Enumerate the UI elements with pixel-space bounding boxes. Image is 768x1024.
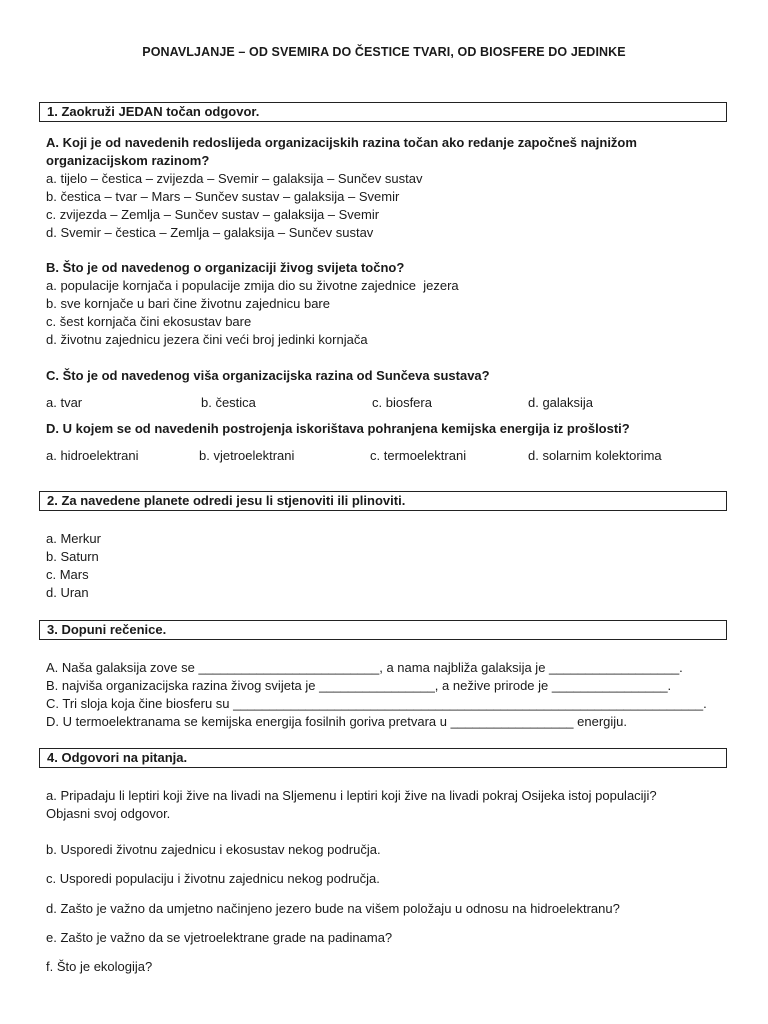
option-1b-d: d. životnu zajednicu jezera čini veći broj jedinki kornjača [46,332,368,347]
open-question-e: e. Zašto je važno da se vjetroelektrane grade na padinama? [46,930,393,945]
option-1d-b: b. vjetroelektrani [199,448,295,463]
question-1a-line2: organizacijskom razinom? [46,153,210,168]
fill-sentence-c: C. Tri sloja koja čine biosferu su _________________________________________________________________. [46,696,707,711]
section-2-header: 2. Za navedene planete odredi jesu li stjenoviti ili plinoviti. [39,491,727,511]
question-1b: B. Što je od navedenog o organizaciji živog svijeta točno? [46,260,405,275]
question-1c: C. Što je od navedenog viša organizacijska razina od Sunčeva sustava? [46,368,490,383]
option-1d-a: a. hidroelektrani [46,448,139,463]
open-question-a-line1: a. Pripadaju li leptiri koji žive na livadi na Sljemenu i leptiri koji žive na livadi pokraj Osijeka istoj populaciji? [46,788,657,803]
option-1a-b: b. čestica – tvar – Mars – Sunčev sustav – galaksija – Svemir [46,189,400,204]
fill-sentence-d: D. U termoelektranama se kemijska energija fosilnih goriva pretvara u _________________ energiju. [46,714,628,729]
option-1b-a: a. populacije kornjača i populacije zmija dio su životne zajednice jezera [46,278,459,293]
section-4-header: 4. Odgovori na pitanja. [39,748,727,768]
section-3-header: 3. Dopuni rečenice. [39,620,727,640]
option-1d-d: d. solarnim kolektorima [528,448,662,463]
section-1-header: 1. Zaokruži JEDAN točan odgovor. [39,102,727,122]
option-1b-b: b. sve kornjače u bari čine životnu zajednicu bare [46,296,330,311]
fill-sentence-a: A. Naša galaksija zove se _________________________, a nama najbliža galaksija je __________________. [46,660,683,675]
open-question-c: c. Usporedi populaciju i životnu zajednicu nekog područja. [46,871,380,886]
option-1c-c: c. biosfera [372,395,432,410]
open-question-a-line2: Objasni svoj odgovor. [46,806,171,821]
option-1b-c: c. šest kornjača čini ekosustav bare [46,314,252,329]
option-1a-a: a. tijelo – čestica – zvijezda – Svemir – galaksija – Sunčev sustav [46,171,423,186]
option-1c-a: a. tvar [46,395,83,410]
option-1c-b: b. čestica [201,395,256,410]
fill-sentence-b: B. najviša organizacijska razina živog svijeta je ________________, a nežive prirode je ________________. [46,678,672,693]
planet-item-a: a. Merkur [46,531,101,546]
page-title: PONAVLJANJE – OD SVEMIRA DO ČESTICE TVARI, OD BIOSFERE DO JEDINKE [142,45,626,59]
question-1a-line1: A. Koji je od navedenih redoslijeda organizacijskih razina točan ako redanje započneš najnižom [46,135,637,150]
option-1c-d: d. galaksija [528,395,594,410]
planet-item-c: c. Mars [46,567,89,582]
option-1a-c: c. zvijezda – Zemlja – Sunčev sustav – galaksija – Svemir [46,207,380,222]
question-1d: D. U kojem se od navedenih postrojenja iskorištava pohranjena kemijska energija iz prošlosti? [46,421,630,436]
open-question-b: b. Usporedi životnu zajednicu i ekosustav nekog područja. [46,842,381,857]
open-question-f: f. Što je ekologija? [46,959,153,974]
planet-item-d: d. Uran [46,585,89,600]
option-1d-c: c. termoelektrani [370,448,467,463]
open-question-d: d. Zašto je važno da umjetno načinjeno jezero bude na višem položaju u odnosu na hidroelektranu? [46,901,620,916]
option-1a-d: d. Svemir – čestica – Zemlja – galaksija – Sunčev sustav [46,225,374,240]
planet-item-b: b. Saturn [46,549,99,564]
